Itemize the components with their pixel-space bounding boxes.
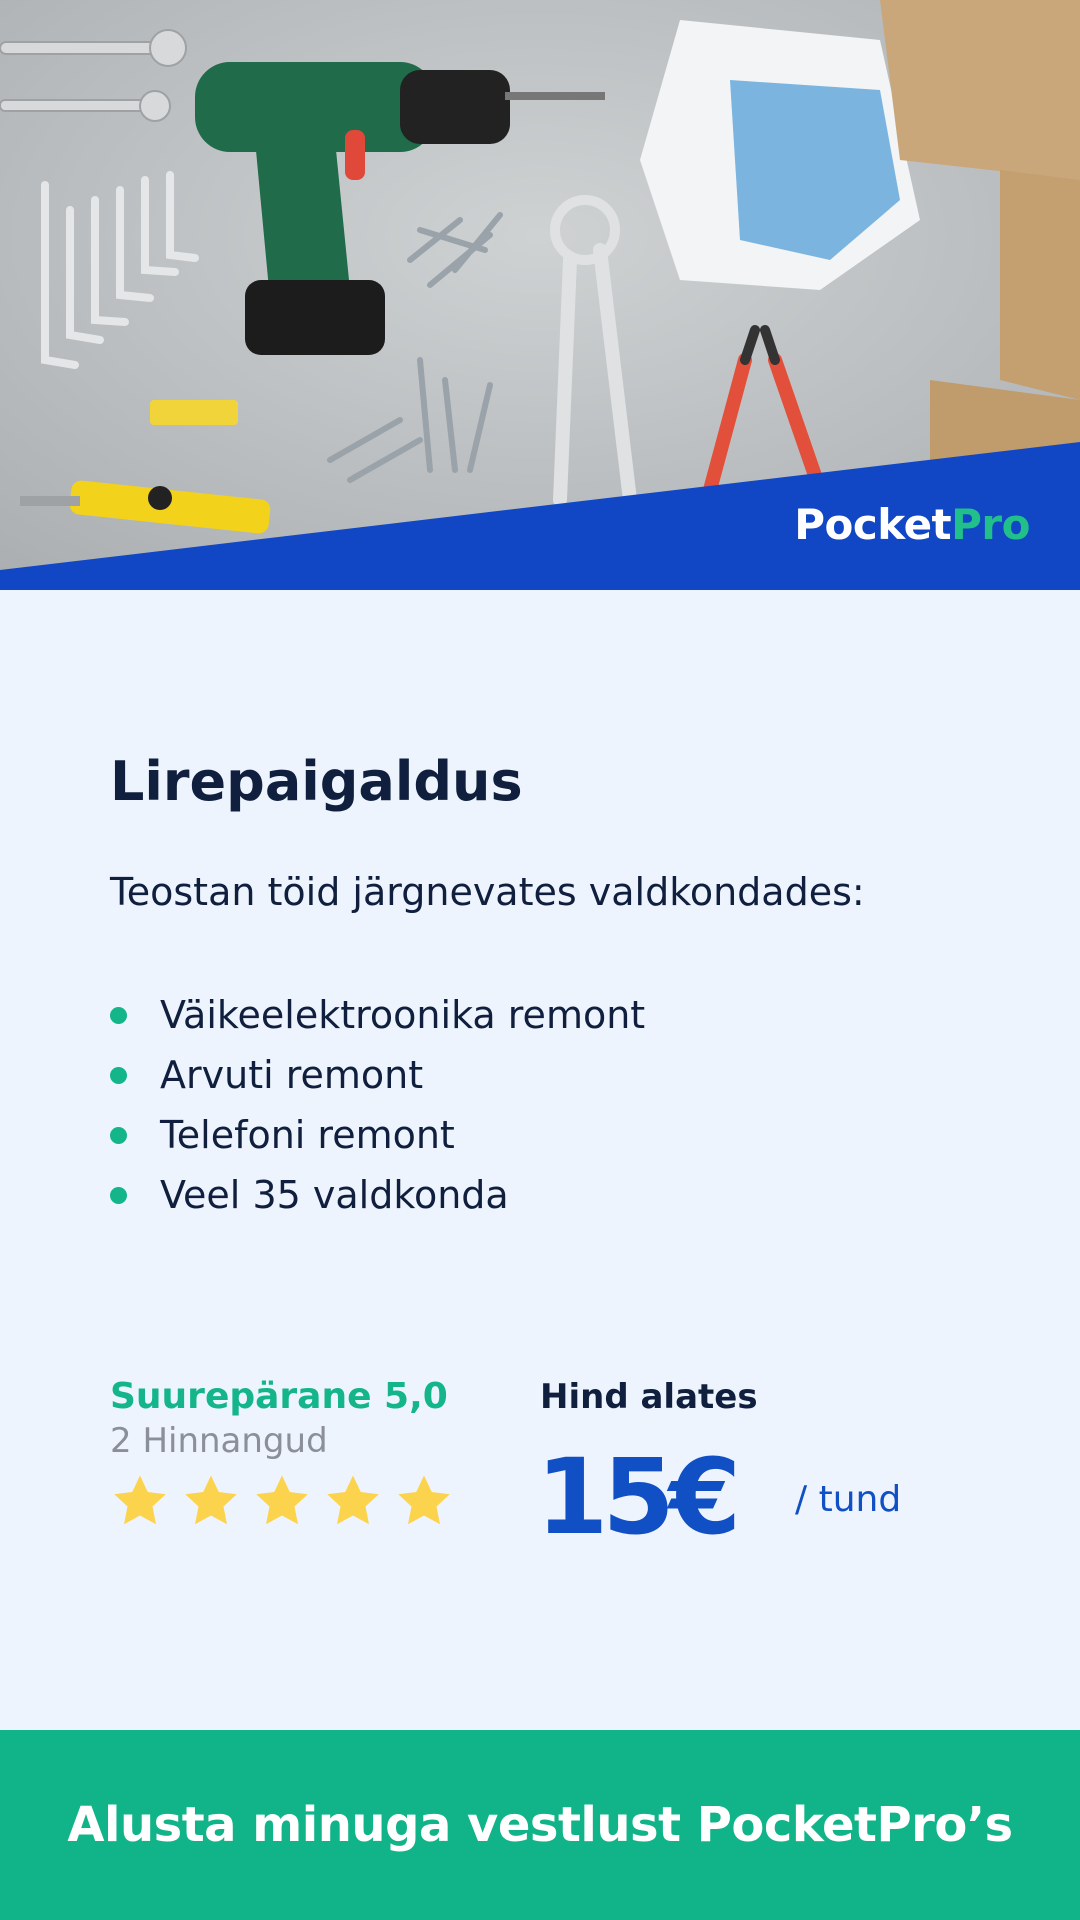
rating-block bbox=[110, 1375, 510, 1531]
price-unit: / tund bbox=[795, 1479, 902, 1520]
list-item bbox=[110, 1105, 645, 1165]
logo-part-pocket: Pocket bbox=[794, 500, 952, 549]
start-chat-label: Alusta minuga vestlust PocketPro’s bbox=[67, 1797, 1013, 1853]
list-item-label: Telefoni remont bbox=[160, 1113, 455, 1157]
service-title: Lirepaigaldus bbox=[110, 750, 523, 813]
logo-part-pro: Pro bbox=[951, 500, 1030, 549]
list-item-label: Arvuti remont bbox=[160, 1053, 424, 1097]
price-label: Hind alates bbox=[540, 1377, 758, 1417]
star-rating bbox=[110, 1471, 510, 1531]
star-icon bbox=[323, 1471, 383, 1531]
list-item-label: Veel 35 valdkonda bbox=[160, 1173, 509, 1217]
star-icon bbox=[394, 1471, 454, 1531]
service-intro: Teostan töid järgnevates valdkondades: bbox=[110, 870, 865, 914]
start-chat-button[interactable] bbox=[0, 1730, 1080, 1920]
pocketpro-logo bbox=[794, 500, 1030, 549]
rating-title: Suurepärane 5,0 bbox=[110, 1376, 448, 1417]
hero-image bbox=[0, 0, 1080, 590]
bullet-icon bbox=[110, 1127, 127, 1144]
price-block bbox=[536, 1375, 980, 1559]
bullet-icon bbox=[110, 1067, 127, 1084]
star-icon bbox=[181, 1471, 241, 1531]
price-value: 15€ bbox=[536, 1436, 736, 1558]
star-icon bbox=[110, 1471, 170, 1531]
list-item bbox=[110, 1045, 645, 1105]
list-item bbox=[110, 1165, 645, 1225]
list-item-label: Väikeelektroonika remont bbox=[160, 993, 646, 1037]
list-item bbox=[110, 985, 645, 1045]
bullet-icon bbox=[110, 1007, 127, 1024]
service-areas-list bbox=[110, 985, 645, 1225]
rating-count: 2 Hinnangud bbox=[110, 1421, 328, 1461]
bullet-icon bbox=[110, 1187, 127, 1204]
star-icon bbox=[252, 1471, 312, 1531]
